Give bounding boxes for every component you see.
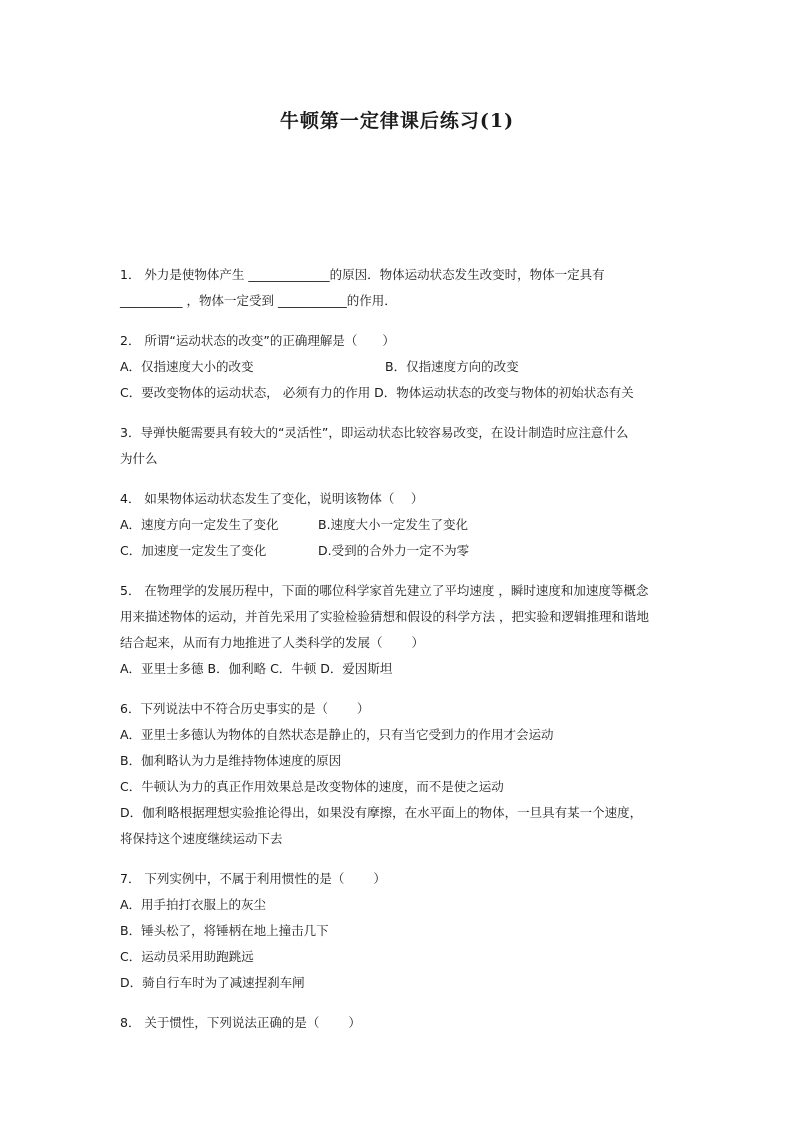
option-d: D.受到的合外力一定不为零 (318, 543, 470, 558)
option-a: A．用手拍打衣服上的灰尘 (120, 897, 267, 912)
question-options: A．亚里士多德 B．伽利略 C．牛顿 D．爱因斯坦 (120, 661, 393, 676)
question-text: 结合起来，从而有力地推进了人类科学的发展（ ） (120, 635, 424, 650)
option-c: C．运动员采用助跑跳远 (120, 949, 254, 964)
option-c: C．加速度一定发生了变化 (120, 543, 267, 558)
question-text: 8． 关于惯性，下列说法正确的是（ ） (120, 1015, 361, 1030)
question-text: 5． 在物理学的发展历程中，下面的哪位科学家首先建立了平均速度 ，瞬时速度和加速度等概念 (120, 583, 649, 598)
question-text: 7． 下列实例中，不属于利用惯性的是（ ） (120, 871, 386, 886)
question-8 (120, 1010, 680, 1036)
option-d: D．伽利略根据理想实验推论得出，如果没有摩擦，在水平面上的物体，一旦具有某一个速度， (120, 805, 643, 820)
question-text: 2． 所谓“运动状态的改变”的正确理解是（ ） (120, 333, 395, 348)
option-c: C．牛顿认为力的真正作用效果总是改变物体的速度，而不是使之运动 (120, 779, 504, 794)
question-3 (120, 420, 680, 472)
option-b: B．锤头松了，将锤柄在地上撞击几下 (120, 923, 329, 938)
question-6 (120, 696, 680, 852)
option-c-d: C．要改变物体的运动状态， 必须有力的作用 D．物体运动状态的改变与物体的初始状态有关 (120, 385, 634, 400)
option-a: A．亚里士多德认为物体的自然状态是静止的，只有当它受到力的作用才会运动 (120, 727, 554, 742)
option-b: B.速度大小一定发生了变化 (318, 517, 469, 532)
question-1 (120, 262, 680, 314)
question-text: 6．下列说法中不符合历史事实的是（ ） (120, 701, 370, 716)
option-row (120, 538, 680, 564)
question-5 (120, 578, 680, 682)
option-b: B．仅指速度方向的改变 (385, 359, 519, 374)
option-a: A．速度方向一定发生了变化 (120, 517, 279, 532)
option-a: A．仅指速度大小的改变 (120, 359, 254, 374)
question-text: 1． 外力是使物体产生 _____________的原因．物体运动状态发生改变时，物体一定具有 (120, 267, 605, 282)
question-text: 用来描述物体的运动，并首先采用了实验检验猜想和假设的科学方法 ，把实验和逻辑推理和谐地 (120, 609, 649, 624)
question-7 (120, 866, 680, 996)
question-text: 4． 如果物体运动状态发生了变化，说明该物体（ ） (120, 491, 424, 506)
question-4 (120, 486, 680, 564)
option-d-cont: 将保持这个速度继续运动下去 (120, 831, 283, 846)
option-row (120, 512, 680, 538)
option-d: D．骑自行车时为了减速捏刹车闸 (120, 975, 305, 990)
question-text: 为什么 (120, 451, 158, 466)
question-list (120, 262, 680, 1050)
page-title: 牛顿第一定律课后练习(1) (279, 110, 515, 132)
question-2 (120, 328, 680, 406)
question-text: __________ ，物体一定受到 ___________的作用． (120, 293, 397, 308)
option-row (120, 354, 680, 380)
question-text: 3．导弹快艇需要具有较大的“灵活性”，即运动状态比较容易改变，在设计制造时应注意什么 (120, 425, 629, 440)
option-b: B．伽利略认为力是维持物体速度的原因 (120, 753, 342, 768)
